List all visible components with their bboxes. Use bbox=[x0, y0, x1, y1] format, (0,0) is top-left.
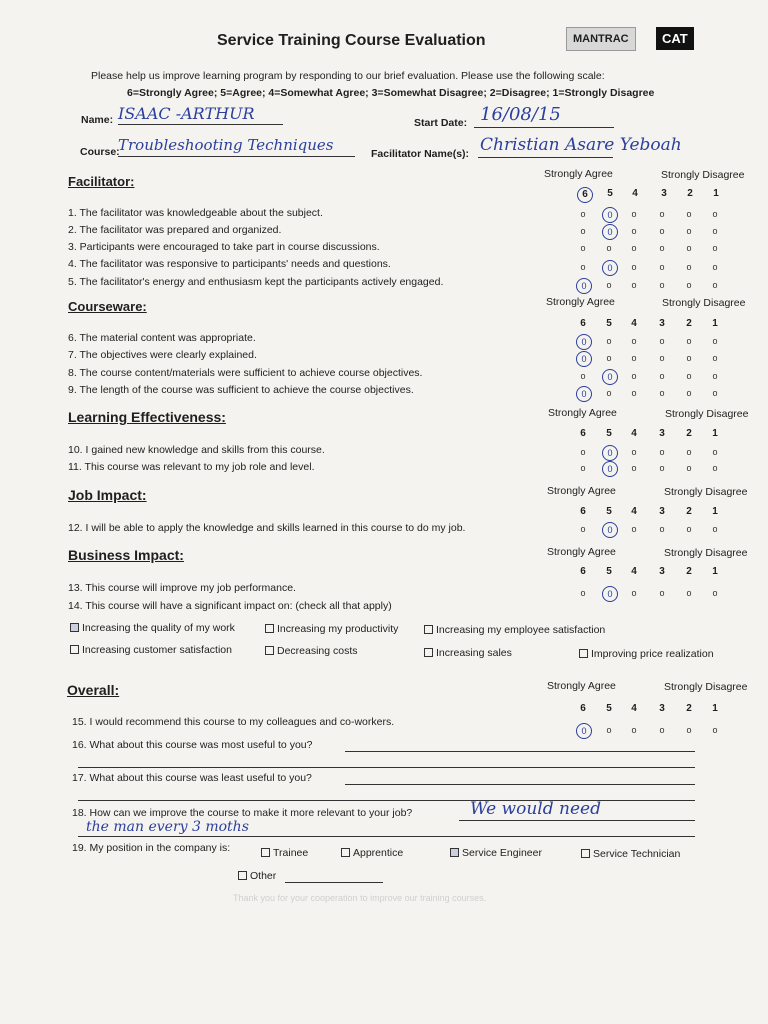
question-9: 9. The length of the course was sufficient to achieve the course objectives. bbox=[68, 384, 414, 396]
rating-option-q7-6[interactable]: 0 bbox=[576, 351, 592, 367]
rating-option-q9-3[interactable]: o bbox=[659, 388, 665, 398]
rating-option-q5-5[interactable]: o bbox=[606, 280, 612, 290]
scale-disagree-label: Strongly Disagree bbox=[661, 169, 745, 181]
question-2: 2. The facilitator was prepared and organized. bbox=[68, 224, 282, 236]
rating-option-q5-3[interactable]: o bbox=[659, 280, 665, 290]
rating-option-q8-1[interactable]: o bbox=[712, 371, 718, 381]
scale-num-2: 2 bbox=[686, 703, 692, 714]
rating-option-q6-2[interactable]: o bbox=[686, 336, 692, 346]
rating-option-q1-2[interactable]: o bbox=[686, 209, 692, 219]
question-14: 14. This course will have a significant impact on: (check all that apply) bbox=[68, 600, 392, 612]
scale-num-3: 3 bbox=[659, 318, 665, 329]
checkbox[interactable] bbox=[265, 624, 274, 633]
intro-text: Please help us improve learning program by responding to our brief evaluation. Please use the following scale: bbox=[91, 70, 605, 82]
scale-num-4: 4 bbox=[631, 428, 637, 439]
scale-num-6: 6 bbox=[580, 428, 586, 439]
impact-productivity-option[interactable]: Increasing my productivity bbox=[265, 623, 398, 635]
question-3: 3. Participants were encouraged to take part in course discussions. bbox=[68, 241, 380, 253]
start-date-field[interactable]: 16/08/15 bbox=[480, 104, 561, 125]
question-10: 10. I gained new knowledge and skills from this course. bbox=[68, 444, 325, 456]
scale-num-2: 2 bbox=[686, 566, 692, 577]
checkbox[interactable] bbox=[581, 849, 590, 858]
position-other-option[interactable]: Other bbox=[238, 870, 276, 882]
rating-option-q11-5[interactable]: 0 bbox=[602, 461, 618, 477]
footer-text: Thank you for your cooperation to improve our training courses. bbox=[233, 893, 487, 903]
rating-option-q9-6[interactable]: 0 bbox=[576, 386, 592, 402]
rating-option-q4-6[interactable]: o bbox=[580, 262, 586, 272]
scale-num-1: 1 bbox=[712, 506, 718, 517]
scale-num-6: 6 bbox=[580, 318, 586, 329]
rating-option-q10-2[interactable]: o bbox=[686, 447, 692, 457]
rating-option-q2-3[interactable]: o bbox=[659, 226, 665, 236]
rating-option-q4-1[interactable]: o bbox=[712, 262, 718, 272]
rating-option-q15-1[interactable]: o bbox=[712, 725, 718, 735]
section-facilitator: Facilitator: bbox=[68, 174, 135, 189]
rating-option-q8-2[interactable]: o bbox=[686, 371, 692, 381]
start-date-label: Start Date: bbox=[414, 117, 468, 129]
checkbox[interactable] bbox=[424, 625, 433, 634]
scale-num-4: 4 bbox=[631, 318, 637, 329]
rating-option-q12-6[interactable]: o bbox=[580, 524, 586, 534]
scale-disagree-label: Strongly Disagree bbox=[664, 547, 748, 559]
rating-option-q3-6[interactable]: o bbox=[580, 243, 586, 253]
question-7: 7. The objectives were clearly explained. bbox=[68, 349, 257, 361]
rating-option-q6-5[interactable]: o bbox=[606, 336, 612, 346]
scale-num-6: 6 bbox=[580, 506, 586, 517]
scale-disagree-label: Strongly Disagree bbox=[665, 408, 749, 420]
rating-option-q11-3[interactable]: o bbox=[659, 463, 665, 473]
rating-option-q2-2[interactable]: o bbox=[686, 226, 692, 236]
scale-num-5: 5 bbox=[607, 188, 613, 199]
rating-option-q12-3[interactable]: o bbox=[659, 524, 665, 534]
rating-option-q13-5[interactable]: 0 bbox=[602, 586, 618, 602]
rating-option-q7-4[interactable]: o bbox=[631, 353, 637, 363]
rating-option-q2-6[interactable]: o bbox=[580, 226, 586, 236]
cat-logo: CAT bbox=[656, 27, 694, 50]
impact-price-option[interactable]: Improving price realization bbox=[579, 648, 714, 660]
rating-option-q5-6[interactable]: 0 bbox=[576, 278, 592, 294]
question-12: 12. I will be able to apply the knowledge and skills learned in this course to do my job. bbox=[68, 522, 466, 534]
scale-num-1: 1 bbox=[712, 566, 718, 577]
rating-option-q3-2[interactable]: o bbox=[686, 243, 692, 253]
scale-num-3: 3 bbox=[659, 566, 665, 577]
rating-option-q11-1[interactable]: o bbox=[712, 463, 718, 473]
rating-option-q12-1[interactable]: o bbox=[712, 524, 718, 534]
scale-num-4: 4 bbox=[631, 703, 637, 714]
scale-num-1: 1 bbox=[712, 703, 718, 714]
rating-option-q9-2[interactable]: o bbox=[686, 388, 692, 398]
rating-option-q1-1[interactable]: o bbox=[712, 209, 718, 219]
impact-sales-option[interactable]: Increasing sales bbox=[424, 647, 512, 659]
scale-num-1: 1 bbox=[713, 188, 719, 199]
rating-option-q7-2[interactable]: o bbox=[686, 353, 692, 363]
checkbox[interactable] bbox=[238, 871, 247, 880]
question-15: 15. I would recommend this course to my colleagues and co-workers. bbox=[72, 716, 395, 728]
checkbox-checked[interactable] bbox=[70, 623, 79, 632]
scale-agree-label: Strongly Agree bbox=[547, 485, 616, 497]
rating-option-q9-5[interactable]: o bbox=[606, 388, 612, 398]
scale-agree-label: Strongly Agree bbox=[547, 546, 616, 558]
scale-disagree-label: Strongly Disagree bbox=[662, 297, 746, 309]
scale-num-3: 3 bbox=[659, 703, 665, 714]
scale-num-6: 6 bbox=[580, 566, 586, 577]
page-title: Service Training Course Evaluation bbox=[217, 32, 486, 49]
rating-option-q12-2[interactable]: o bbox=[686, 524, 692, 534]
rating-option-q1-6[interactable]: o bbox=[580, 209, 586, 219]
rating-option-q15-2[interactable]: o bbox=[686, 725, 692, 735]
impact-quality-option[interactable]: Increasing the quality of my work bbox=[70, 622, 235, 634]
rating-option-q1-3[interactable]: o bbox=[659, 209, 665, 219]
rating-option-q9-4[interactable]: o bbox=[631, 388, 637, 398]
rating-option-q2-5[interactable]: 0 bbox=[602, 224, 618, 240]
question-11: 11. This course was relevant to my job role and level. bbox=[68, 461, 315, 473]
name-label: Name: bbox=[81, 114, 114, 126]
rating-option-q10-4[interactable]: o bbox=[631, 447, 637, 457]
question-5: 5. The facilitator's energy and enthusiasm kept the participants actively engaged. bbox=[68, 276, 444, 288]
scale-agree-label: Strongly Agree bbox=[547, 680, 616, 692]
impact-employee-option[interactable]: Increasing my employee satisfaction bbox=[424, 624, 605, 636]
course-label: Course: bbox=[80, 146, 120, 158]
scale-num-3: 3 bbox=[659, 506, 665, 517]
scale-num-2: 2 bbox=[687, 188, 693, 199]
scale-num-4: 4 bbox=[631, 566, 637, 577]
question-6: 6. The material content was appropriate. bbox=[68, 332, 256, 344]
rating-option-q7-1[interactable]: o bbox=[712, 353, 718, 363]
position-technician-option[interactable]: Service Technician bbox=[581, 848, 680, 860]
rating-option-q3-3[interactable]: o bbox=[659, 243, 665, 253]
rating-option-q4-5[interactable]: 0 bbox=[602, 260, 618, 276]
rating-option-q1-5[interactable]: 0 bbox=[602, 207, 618, 223]
position-trainee-option[interactable]: Trainee bbox=[261, 847, 308, 859]
scale-num-2: 2 bbox=[686, 318, 692, 329]
scale-num-4: 4 bbox=[631, 506, 637, 517]
section-courseware: Courseware: bbox=[68, 299, 147, 314]
q18-answer-line2[interactable]: the man every 3 moths bbox=[86, 819, 249, 835]
question-1: 1. The facilitator was knowledgeable about the subject. bbox=[68, 207, 323, 219]
scale-disagree-label: Strongly Disagree bbox=[664, 486, 748, 498]
scale-num-5: 5 bbox=[606, 566, 612, 577]
rating-option-q10-6[interactable]: o bbox=[580, 447, 586, 457]
rating-option-q3-4[interactable]: o bbox=[631, 243, 637, 253]
question-18: 18. How can we improve the course to make it more relevant to your job? bbox=[72, 807, 413, 819]
impact-customer-option[interactable]: Increasing customer satisfaction bbox=[70, 644, 232, 656]
scale-agree-label: Strongly Agree bbox=[548, 407, 617, 419]
rating-option-q7-5[interactable]: o bbox=[606, 353, 612, 363]
scale-disagree-label: Strongly Disagree bbox=[664, 681, 748, 693]
scale-num-5: 5 bbox=[606, 428, 612, 439]
scale-num-6: 6 bbox=[577, 187, 593, 203]
scale-num-5: 5 bbox=[606, 703, 612, 714]
rating-option-q15-3[interactable]: o bbox=[659, 725, 665, 735]
rating-option-q10-3[interactable]: o bbox=[659, 447, 665, 457]
rating-option-q11-4[interactable]: o bbox=[631, 463, 637, 473]
question-19: 19. My position in the company is: bbox=[72, 842, 231, 854]
rating-option-q12-4[interactable]: o bbox=[631, 524, 637, 534]
rating-option-q4-3[interactable]: o bbox=[659, 262, 665, 272]
rating-option-q13-2[interactable]: o bbox=[686, 588, 692, 598]
rating-option-q6-6[interactable]: 0 bbox=[576, 334, 592, 350]
scale-num-1: 1 bbox=[712, 428, 718, 439]
rating-option-q5-2[interactable]: o bbox=[686, 280, 692, 290]
rating-option-q10-5[interactable]: 0 bbox=[602, 445, 618, 461]
rating-option-q1-4[interactable]: o bbox=[631, 209, 637, 219]
rating-option-q6-3[interactable]: o bbox=[659, 336, 665, 346]
checkbox[interactable] bbox=[341, 848, 350, 857]
name-field[interactable]: ISAAC -ARTHUR bbox=[118, 104, 255, 123]
checkbox[interactable] bbox=[424, 648, 433, 657]
rating-option-q7-3[interactable]: o bbox=[659, 353, 665, 363]
rating-option-q3-5[interactable]: o bbox=[606, 243, 612, 253]
q18-answer-line1[interactable]: We would need bbox=[470, 799, 601, 819]
rating-option-q4-4[interactable]: o bbox=[631, 262, 637, 272]
rating-option-q8-4[interactable]: o bbox=[631, 371, 637, 381]
scale-num-3: 3 bbox=[661, 188, 667, 199]
section-business-impact: Business Impact: bbox=[68, 547, 184, 563]
scale-num-6: 6 bbox=[580, 703, 586, 714]
rating-option-q11-2[interactable]: o bbox=[686, 463, 692, 473]
rating-option-q11-6[interactable]: o bbox=[580, 463, 586, 473]
section-overall: Overall: bbox=[67, 682, 120, 698]
scale-agree-label: Strongly Agree bbox=[546, 296, 615, 308]
rating-option-q10-1[interactable]: o bbox=[712, 447, 718, 457]
checkbox[interactable] bbox=[261, 848, 270, 857]
scale-num-3: 3 bbox=[659, 428, 665, 439]
rating-option-q2-4[interactable]: o bbox=[631, 226, 637, 236]
scale-num-1: 1 bbox=[712, 318, 718, 329]
rating-option-q15-4[interactable]: o bbox=[631, 725, 637, 735]
question-13: 13. This course will improve my job performance. bbox=[68, 582, 296, 594]
checkbox-checked[interactable] bbox=[450, 848, 459, 857]
scale-agree-label: Strongly Agree bbox=[544, 168, 613, 180]
section-job-impact: Job Impact: bbox=[68, 487, 147, 503]
scale-num-5: 5 bbox=[606, 506, 612, 517]
rating-option-q3-1[interactable]: o bbox=[712, 243, 718, 253]
question-8: 8. The course content/materials were sufficient to achieve course objectives. bbox=[68, 367, 423, 379]
section-learning: Learning Effectiveness: bbox=[68, 409, 226, 425]
rating-option-q13-4[interactable]: o bbox=[631, 588, 637, 598]
checkbox[interactable] bbox=[70, 645, 79, 654]
scale-text: 6=Strongly Agree; 5=Agree; 4=Somewhat Agree; 3=Somewhat Disagree; 2=Disagree; 1=Strongly Disagree bbox=[127, 87, 655, 99]
rating-option-q6-4[interactable]: o bbox=[631, 336, 637, 346]
scale-num-2: 2 bbox=[686, 428, 692, 439]
rating-option-q8-5[interactable]: 0 bbox=[602, 369, 618, 385]
scale-num-5: 5 bbox=[606, 318, 612, 329]
course-field[interactable]: Troubleshooting Techniques bbox=[118, 136, 334, 154]
rating-option-q8-6[interactable]: o bbox=[580, 371, 586, 381]
rating-option-q9-1[interactable]: o bbox=[712, 388, 718, 398]
rating-option-q4-2[interactable]: o bbox=[686, 262, 692, 272]
mantrac-logo: MANTRAC bbox=[566, 27, 636, 51]
checkbox[interactable] bbox=[579, 649, 588, 658]
position-apprentice-option[interactable]: Apprentice bbox=[341, 847, 403, 859]
rating-option-q15-6[interactable]: 0 bbox=[576, 723, 592, 739]
rating-option-q15-5[interactable]: o bbox=[606, 725, 612, 735]
question-16: 16. What about this course was most useful to you? bbox=[72, 739, 313, 751]
position-engineer-option[interactable]: Service Engineer bbox=[450, 847, 542, 859]
rating-option-q13-6[interactable]: o bbox=[580, 588, 586, 598]
rating-option-q12-5[interactable]: 0 bbox=[602, 522, 618, 538]
facilitator-field[interactable]: Christian Asare Yeboah bbox=[480, 135, 682, 155]
rating-option-q2-1[interactable]: o bbox=[712, 226, 718, 236]
rating-option-q6-1[interactable]: o bbox=[712, 336, 718, 346]
checkbox[interactable] bbox=[265, 646, 274, 655]
facilitator-label: Facilitator Name(s): bbox=[371, 148, 470, 160]
rating-option-q5-1[interactable]: o bbox=[712, 280, 718, 290]
rating-option-q13-3[interactable]: o bbox=[659, 588, 665, 598]
rating-option-q8-3[interactable]: o bbox=[659, 371, 665, 381]
rating-option-q13-1[interactable]: o bbox=[712, 588, 718, 598]
question-17: 17. What about this course was least useful to you? bbox=[72, 772, 312, 784]
scale-num-4: 4 bbox=[632, 188, 638, 199]
impact-costs-option[interactable]: Decreasing costs bbox=[265, 645, 358, 657]
rating-option-q5-4[interactable]: o bbox=[631, 280, 637, 290]
scale-num-2: 2 bbox=[686, 506, 692, 517]
question-4: 4. The facilitator was responsive to participants' needs and questions. bbox=[68, 258, 391, 270]
